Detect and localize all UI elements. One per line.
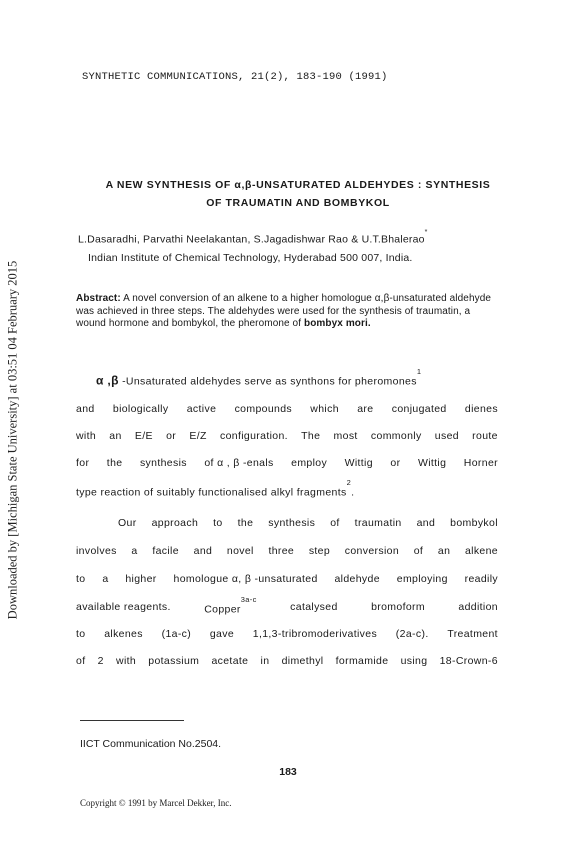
word: bombykol <box>450 517 498 529</box>
word: (2a-c). <box>395 628 429 640</box>
reference-mark: 3a-c <box>240 595 257 604</box>
abstract-text: A novel conversion of an alkene to a higher homologue α,β-unsaturated aldehyde was achieved in three steps. The aldehydes were used for the synthesis of traumatin, a wound hormone and bombykol, the pheromone of <box>76 293 492 329</box>
authors-text: L.Dasaradhi, Parvathi Neelakantan, S.Jagadishwar Rao & U.T.Bhalerao <box>78 233 425 246</box>
word: bromoform <box>371 601 425 613</box>
word: synthesis <box>139 457 187 469</box>
word: with <box>116 655 137 667</box>
word: an <box>109 430 122 442</box>
article-title-line-1: A NEW SYNTHESIS OF α,β-UNSATURATED ALDEHYDES : SYNTHESIS <box>105 179 491 191</box>
abstract-label: Abstract: <box>76 293 121 304</box>
footnote: IICT Communication No.2504. <box>80 738 222 750</box>
word: addition <box>458 601 498 613</box>
word: of <box>76 655 86 667</box>
word: the <box>237 517 254 529</box>
word: three <box>268 545 295 557</box>
word: a <box>102 573 109 585</box>
body-line <box>76 430 498 442</box>
word: 2 <box>97 655 104 667</box>
greek-alpha-beta: α ,β <box>96 373 119 388</box>
download-stamp-text: Downloaded by [Michigan State University] at 03:51 04 February 2015 <box>5 260 20 620</box>
word: formamide <box>335 655 389 667</box>
body-text: . <box>351 486 355 499</box>
word: E/Z <box>189 430 207 442</box>
reference-mark: 2 <box>346 478 352 487</box>
body-text: type reaction of suitably functionalised alkyl fragments <box>76 486 347 499</box>
word: dienes <box>464 403 498 415</box>
word: traumatin <box>354 517 402 529</box>
journal-header: SYNTHETIC COMMUNICATIONS, 21(2), 183-190 (1991) <box>82 71 388 83</box>
body-line <box>76 628 498 640</box>
word: Treatment <box>447 628 498 640</box>
abstract <box>76 293 498 331</box>
word: are <box>357 403 374 415</box>
body-line <box>76 478 355 499</box>
word: facile <box>152 545 179 557</box>
word: aldehyde <box>334 573 380 585</box>
word: and <box>416 517 436 529</box>
word: conjugated <box>391 403 447 415</box>
body-line <box>76 403 498 415</box>
word: dimethyl <box>281 655 324 667</box>
word: gave <box>209 628 235 640</box>
word: 1,1,3-tribromoderivatives <box>252 628 378 640</box>
word: The <box>301 430 321 442</box>
word: alkene <box>464 545 498 557</box>
body-line <box>76 457 498 469</box>
word: employ <box>291 457 328 469</box>
word: of <box>330 517 340 529</box>
body-line <box>76 545 498 557</box>
word: the <box>106 457 123 469</box>
word: acetate <box>211 655 249 667</box>
word: approach <box>151 517 199 529</box>
word: homologue α, β -unsaturated <box>173 573 318 585</box>
body-line <box>76 573 498 585</box>
article-title-line-2: OF TRAUMATIN AND BOMBYKOL <box>206 197 390 209</box>
body-text-copper: Copper$^{3a-c}$ <box>204 595 257 616</box>
word: of <box>413 545 424 557</box>
authors <box>78 229 428 246</box>
word: of α , β -enals <box>204 457 274 469</box>
corresponding-author-mark: * <box>424 229 428 236</box>
word: Our <box>118 517 137 529</box>
word: catalysed <box>290 601 338 613</box>
word: Wittig <box>344 457 373 469</box>
word: most <box>333 430 358 442</box>
word: in <box>260 655 270 667</box>
affiliation: Indian Institute of Chemical Technology, Hyderabad 500 007, India. <box>88 252 413 264</box>
word: Wittig <box>417 457 447 469</box>
word: which <box>310 403 339 415</box>
word: employing <box>396 573 448 585</box>
word: alkenes <box>104 628 143 640</box>
word: active <box>186 403 217 415</box>
word: step <box>308 545 331 557</box>
word: configuration. <box>219 430 288 442</box>
word: and <box>76 403 95 415</box>
word: novel <box>226 545 254 557</box>
reference-mark: 1 <box>416 367 422 376</box>
word: a <box>131 545 138 557</box>
body-line <box>96 367 422 388</box>
copyright-notice: Copyright © 1991 by Marcel Dekker, Inc. <box>80 798 232 808</box>
word: using <box>400 655 428 667</box>
word: to <box>76 628 86 640</box>
word: compounds <box>234 403 292 415</box>
word: and <box>193 545 213 557</box>
word: or <box>166 430 177 442</box>
word: used <box>434 430 459 442</box>
word: potassium <box>148 655 200 667</box>
word: to <box>76 573 86 585</box>
body-line <box>118 517 498 529</box>
word: conversion <box>344 545 400 557</box>
word: Horner <box>463 457 498 469</box>
page-number: 183 <box>279 766 297 778</box>
download-stamp <box>2 240 24 640</box>
word: or <box>390 457 401 469</box>
word: route <box>472 430 498 442</box>
word: for <box>76 457 90 469</box>
word: with <box>76 430 97 442</box>
word: to <box>213 517 223 529</box>
body-line <box>76 655 498 667</box>
footnote-divider <box>80 720 184 721</box>
word: commonly <box>370 430 422 442</box>
body-line <box>76 595 498 616</box>
body-text: available reagents. <box>76 601 171 613</box>
word: involves <box>76 545 117 557</box>
word: 18-Crown-6 <box>439 655 498 667</box>
word: E/E <box>134 430 153 442</box>
word: biologically <box>112 403 169 415</box>
word: synthesis <box>268 517 316 529</box>
body-text: -Unsaturated aldehydes serve as synthons for pheromones <box>122 375 417 388</box>
word: (1a-c) <box>161 628 192 640</box>
word: readily <box>464 573 498 585</box>
word: higher <box>125 573 157 585</box>
abstract-species: bombyx mori. <box>304 318 371 329</box>
word: an <box>437 545 451 557</box>
